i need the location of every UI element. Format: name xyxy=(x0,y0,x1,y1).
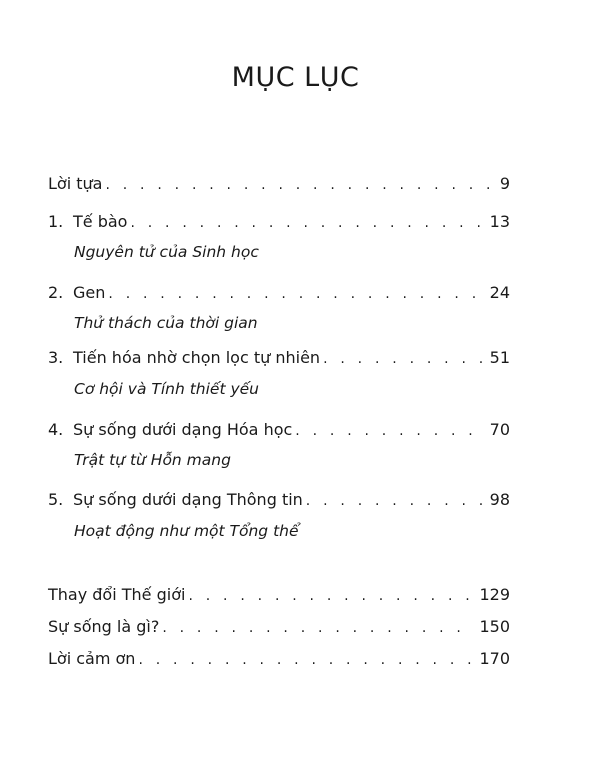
toc-entry-label: Sự sống dưới dạng Thông tin xyxy=(73,490,303,509)
toc-entry-label: Gen xyxy=(73,283,106,302)
chapter-subtitle: Nguyên tử của Sinh học xyxy=(74,243,259,261)
toc-page-number: 129 xyxy=(479,585,510,604)
toc-page-number: 9 xyxy=(499,174,510,193)
toc-entry-chapter-1[interactable] xyxy=(48,212,510,236)
dot-leader xyxy=(138,652,475,668)
toc-page-number: 51 xyxy=(489,348,510,367)
chapter-number: 2. xyxy=(48,283,64,302)
chapter-subtitle: Hoạt động như một Tổng thể xyxy=(74,522,299,540)
dot-leader xyxy=(323,351,486,367)
toc-entry-chapter-5[interactable] xyxy=(48,490,510,514)
dot-leader xyxy=(306,493,486,509)
toc-entry-label: Tế bào xyxy=(73,212,128,231)
chapter-number: 4. xyxy=(48,420,64,439)
chapter-subtitle: Cơ hội và Tính thiết yếu xyxy=(74,380,260,398)
toc-entry-changing-the-world[interactable] xyxy=(48,585,510,609)
dot-leader xyxy=(162,620,475,636)
toc-entry-preface[interactable] xyxy=(48,174,510,198)
toc-entry-label: Thay đổi Thế giới xyxy=(48,585,186,604)
toc-entry-chapter-2[interactable] xyxy=(48,283,510,307)
dot-leader xyxy=(105,177,495,193)
toc-page-number: 150 xyxy=(479,617,510,636)
toc-page-number: 13 xyxy=(489,212,510,231)
page-title: MỤC LỤC xyxy=(231,62,360,93)
chapter-subtitle: Thử thách của thời gian xyxy=(74,314,258,332)
toc-entry-label: Sự sống là gì? xyxy=(48,617,160,636)
toc-entry-acknowledgements[interactable] xyxy=(48,649,510,673)
chapter-number: 3. xyxy=(48,348,64,367)
chapter-number: 1. xyxy=(48,212,64,231)
toc-entry-label: Lời tựa xyxy=(48,174,103,193)
dot-leader xyxy=(108,286,485,302)
toc-entry-chapter-3[interactable] xyxy=(48,348,510,372)
chapter-subtitle: Trật tự từ Hỗn mang xyxy=(74,451,231,469)
toc-page-number: 70 xyxy=(489,420,510,439)
dot-leader xyxy=(188,588,475,604)
toc-page-number: 98 xyxy=(489,490,510,509)
toc-entry-label: Sự sống dưới dạng Hóa học xyxy=(73,420,293,439)
toc-page-number: 24 xyxy=(489,283,510,302)
toc-entry-chapter-4[interactable] xyxy=(48,420,510,444)
toc-page-number: 170 xyxy=(479,649,510,668)
toc-entry-label: Lời cảm ơn xyxy=(48,649,136,668)
toc-entry-what-is-life[interactable] xyxy=(48,617,510,641)
toc-entry-label: Tiến hóa nhờ chọn lọc tự nhiên xyxy=(73,348,321,367)
dot-leader xyxy=(295,423,485,439)
chapter-number: 5. xyxy=(48,490,64,509)
dot-leader xyxy=(130,215,485,231)
